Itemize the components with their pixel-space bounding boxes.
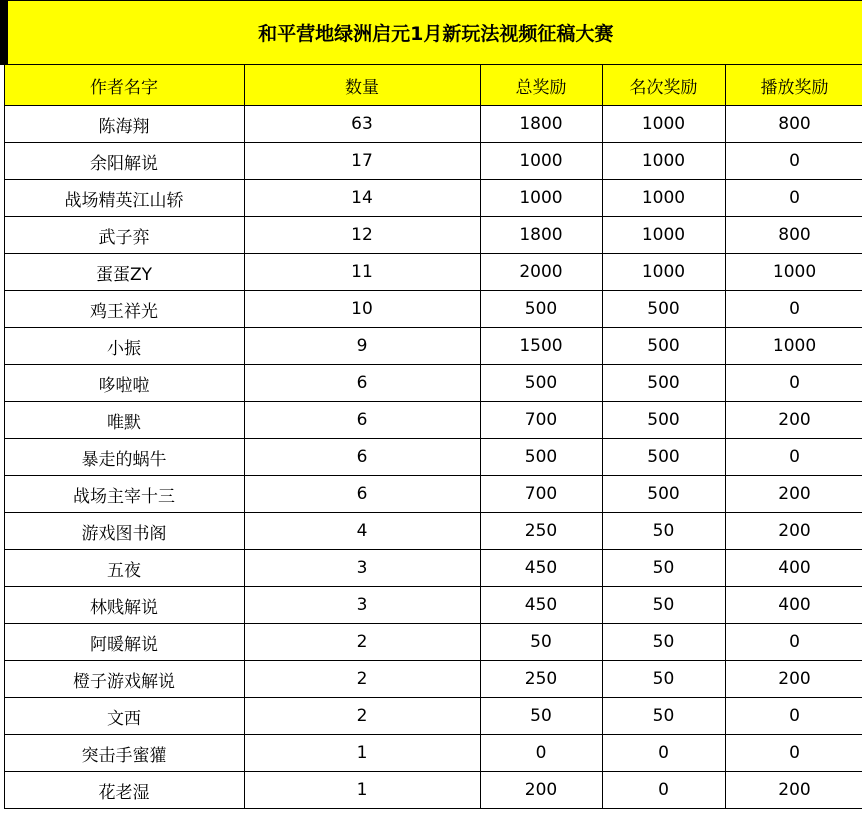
cell-count[interactable]: 11 [244, 254, 480, 291]
cell-play-reward[interactable]: 0 [725, 735, 862, 772]
cell-play-reward[interactable]: 0 [725, 180, 862, 217]
cell-author[interactable]: 蛋蛋ZY [4, 254, 244, 291]
cell-rank-reward[interactable]: 50 [602, 624, 725, 661]
table-row [4, 476, 862, 513]
cell-count[interactable]: 12 [244, 217, 480, 254]
cell-play-reward[interactable]: 800 [725, 106, 862, 143]
cell-author[interactable]: 战场精英江山轿 [4, 180, 244, 217]
cell-rank-reward[interactable]: 1000 [602, 106, 725, 143]
cell-play-reward[interactable]: 0 [725, 365, 862, 402]
cell-total-reward[interactable]: 700 [480, 476, 602, 513]
cell-total-reward[interactable]: 700 [480, 402, 602, 439]
cell-total-reward[interactable]: 450 [480, 587, 602, 624]
cell-play-reward[interactable]: 800 [725, 217, 862, 254]
cell-count[interactable]: 6 [244, 365, 480, 402]
table-row [4, 217, 862, 254]
cell-total-reward[interactable]: 0 [480, 735, 602, 772]
cell-author[interactable]: 突击手蜜獾 [4, 735, 244, 772]
cell-play-reward[interactable]: 400 [725, 587, 862, 624]
cell-play-reward[interactable]: 200 [725, 513, 862, 550]
cell-total-reward[interactable]: 250 [480, 661, 602, 698]
cell-count[interactable]: 3 [244, 587, 480, 624]
table-row [4, 587, 862, 624]
table-row [4, 328, 862, 365]
cell-rank-reward[interactable]: 500 [602, 328, 725, 365]
cell-play-reward[interactable]: 0 [725, 291, 862, 328]
header-cell-rank-reward[interactable]: 名次奖励 [602, 65, 725, 106]
cell-total-reward[interactable]: 1000 [480, 180, 602, 217]
cell-rank-reward[interactable]: 1000 [602, 143, 725, 180]
cell-play-reward[interactable]: 0 [725, 698, 862, 735]
cell-count[interactable]: 4 [244, 513, 480, 550]
cell-play-reward[interactable]: 0 [725, 439, 862, 476]
cell-total-reward[interactable]: 450 [480, 550, 602, 587]
cell-rank-reward[interactable]: 50 [602, 698, 725, 735]
cell-author[interactable]: 鸡王祥光 [4, 291, 244, 328]
table-row [4, 365, 862, 402]
cell-total-reward[interactable]: 1800 [480, 106, 602, 143]
cell-total-reward[interactable]: 200 [480, 772, 602, 809]
cell-author[interactable]: 林贱解说 [4, 587, 244, 624]
cell-total-reward[interactable]: 500 [480, 439, 602, 476]
cell-total-reward[interactable]: 250 [480, 513, 602, 550]
header-cell-total-reward[interactable]: 总奖励 [480, 65, 602, 106]
cell-total-reward[interactable]: 1500 [480, 328, 602, 365]
cell-author[interactable]: 橙子游戏解说 [4, 661, 244, 698]
table-row [4, 772, 862, 809]
cell-count[interactable]: 17 [244, 143, 480, 180]
cell-count[interactable]: 2 [244, 624, 480, 661]
cell-author[interactable]: 陈海翔 [4, 106, 244, 143]
cell-total-reward[interactable]: 500 [480, 291, 602, 328]
cell-author[interactable]: 阿暖解说 [4, 624, 244, 661]
cell-rank-reward[interactable]: 0 [602, 735, 725, 772]
table-row [4, 439, 862, 476]
table-row [4, 143, 862, 180]
table-title[interactable]: 和平营地绿洲启元1月新玩法视频征稿大赛 [4, 1, 862, 65]
cell-rank-reward[interactable]: 1000 [602, 254, 725, 291]
header-cell-play-reward[interactable]: 播放奖励 [725, 65, 862, 106]
cell-play-reward[interactable]: 200 [725, 476, 862, 513]
cell-total-reward[interactable]: 2000 [480, 254, 602, 291]
cell-count[interactable]: 6 [244, 476, 480, 513]
cell-rank-reward[interactable]: 1000 [602, 217, 725, 254]
cell-count[interactable]: 10 [244, 291, 480, 328]
cell-rank-reward[interactable]: 50 [602, 661, 725, 698]
cell-count[interactable]: 63 [244, 106, 480, 143]
cell-count[interactable]: 6 [244, 402, 480, 439]
cell-play-reward[interactable]: 400 [725, 550, 862, 587]
cell-author[interactable]: 暴走的蜗牛 [4, 439, 244, 476]
cell-count[interactable]: 9 [244, 328, 480, 365]
cell-play-reward[interactable]: 200 [725, 661, 862, 698]
table-row [4, 513, 862, 550]
cell-rank-reward[interactable]: 50 [602, 513, 725, 550]
cell-rank-reward[interactable]: 50 [602, 587, 725, 624]
cell-count[interactable]: 1 [244, 772, 480, 809]
table-row [4, 180, 862, 217]
table-row [4, 106, 862, 143]
cell-rank-reward[interactable]: 0 [602, 772, 725, 809]
cell-count[interactable]: 3 [244, 550, 480, 587]
table-row [4, 291, 862, 328]
cell-total-reward[interactable]: 50 [480, 698, 602, 735]
cell-play-reward[interactable]: 1000 [725, 328, 862, 365]
cell-count[interactable]: 6 [244, 439, 480, 476]
cell-rank-reward[interactable]: 500 [602, 402, 725, 439]
cell-count[interactable]: 14 [244, 180, 480, 217]
cell-play-reward[interactable]: 0 [725, 143, 862, 180]
cell-count[interactable]: 1 [244, 735, 480, 772]
cell-total-reward[interactable]: 1000 [480, 143, 602, 180]
table-row [4, 254, 862, 291]
cell-rank-reward[interactable]: 500 [602, 365, 725, 402]
cell-rank-reward[interactable]: 500 [602, 291, 725, 328]
table-row [4, 550, 862, 587]
table-row [4, 661, 862, 698]
cell-total-reward[interactable]: 500 [480, 365, 602, 402]
cell-author[interactable]: 游戏图书阁 [4, 513, 244, 550]
header-cell-count[interactable]: 数量 [244, 65, 480, 106]
cell-rank-reward[interactable]: 50 [602, 550, 725, 587]
cell-total-reward[interactable]: 50 [480, 624, 602, 661]
cell-author[interactable]: 武子弈 [4, 217, 244, 254]
cell-author[interactable]: 小振 [4, 328, 244, 365]
cell-play-reward[interactable]: 0 [725, 624, 862, 661]
cell-rank-reward[interactable]: 500 [602, 476, 725, 513]
cell-play-reward[interactable]: 1000 [725, 254, 862, 291]
cell-author[interactable]: 余阳解说 [4, 143, 244, 180]
cell-author[interactable]: 五夜 [4, 550, 244, 587]
table-row [4, 735, 862, 772]
cell-author[interactable]: 文西 [4, 698, 244, 735]
cell-count[interactable]: 2 [244, 698, 480, 735]
table-row [4, 624, 862, 661]
title-row [4, 1, 862, 65]
cell-rank-reward[interactable]: 1000 [602, 180, 725, 217]
cell-author[interactable]: 战场主宰十三 [4, 476, 244, 513]
cell-play-reward[interactable]: 200 [725, 402, 862, 439]
table-row [4, 698, 862, 735]
header-row [4, 65, 862, 106]
cell-rank-reward[interactable]: 500 [602, 439, 725, 476]
cell-author[interactable]: 哆啦啦 [4, 365, 244, 402]
cell-count[interactable]: 2 [244, 661, 480, 698]
cell-author[interactable]: 唯默 [4, 402, 244, 439]
cell-author[interactable]: 花老湿 [4, 772, 244, 809]
cell-total-reward[interactable]: 1800 [480, 217, 602, 254]
table-row [4, 402, 862, 439]
cell-play-reward[interactable]: 200 [725, 772, 862, 809]
header-cell-author[interactable]: 作者名字 [4, 65, 244, 106]
